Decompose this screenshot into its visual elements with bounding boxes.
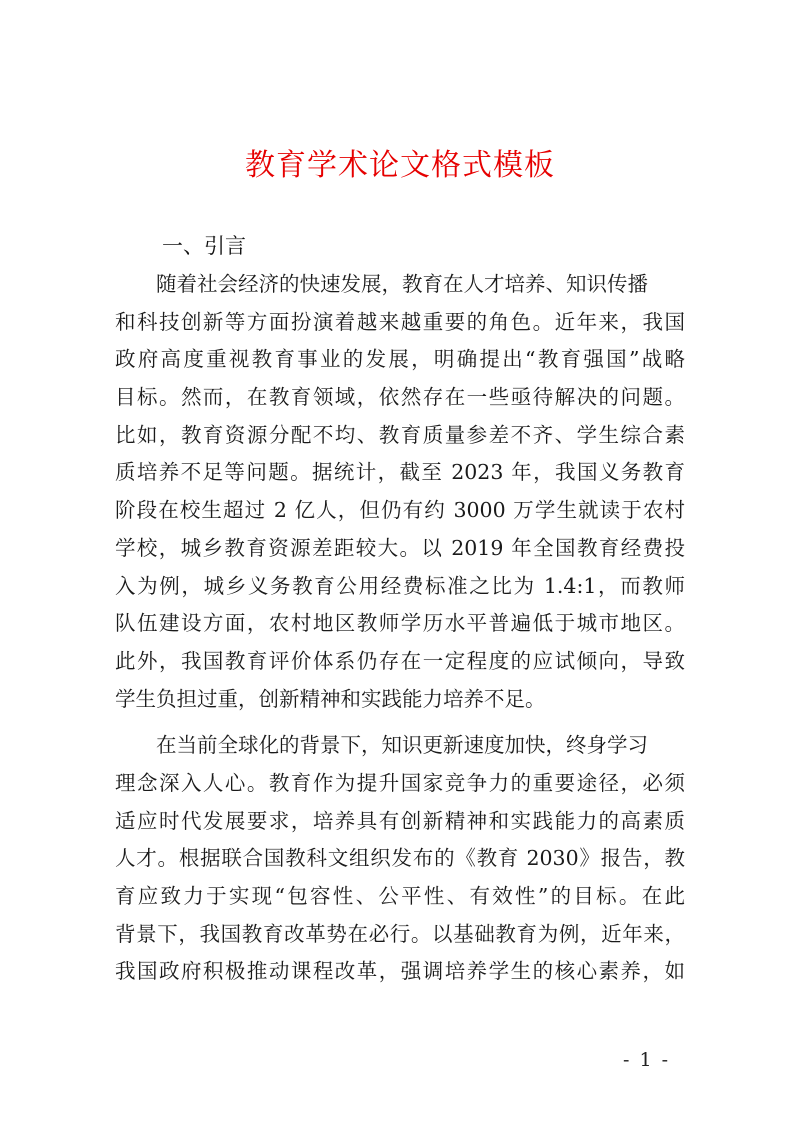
paragraph-line: 和科技创新等方面扮演着越来越重要的角色。近年来，我国 <box>115 309 685 334</box>
paragraph <box>115 727 685 991</box>
paragraph-line: 质培养不足等问题。据统计，截至 2023 年，我国义务教育 <box>115 460 685 485</box>
paragraph <box>115 266 685 718</box>
paragraph-line: 随着社会经济的快速发展，教育在人才培养、知识传播 <box>156 272 648 296</box>
paragraph-line: 育应致力于实现“包容性、公平性、有效性”的目标。在此 <box>115 884 685 908</box>
paragraph-line: 此外，我国教育评价体系仍存在一定程度的应试倾向，导致 <box>115 648 685 673</box>
paragraph-line: 队伍建设方面，农村地区教师学历水平普遍低于城市地区。 <box>115 611 685 636</box>
paragraph-line: 我国政府积极推动课程改革，强调培养学生的核心素养，如 <box>115 959 685 984</box>
paragraph-line: 学生负担过重，创新精神和实践能力培养不足。 <box>115 686 546 711</box>
paragraph-line: 阶段在校生超过 2 亿人，但仍有约 3000 万学生就读于农村 <box>115 498 685 523</box>
section-heading: 一、引言 <box>162 234 246 258</box>
paragraph-line: 人才。根据联合国教科文组织发布的《教育 2030》报告，教 <box>115 846 685 871</box>
document-title: 教育学术论文格式模板 <box>245 148 555 183</box>
paragraph-line: 学校，城乡教育资源差距较大。以 2019 年全国教育经费投 <box>115 535 685 560</box>
paragraph-line: 入为例，城乡义务教育公用经费标准之比为 1.4:1，而教师 <box>115 573 685 598</box>
paragraph-line: 理念深入人心。教育作为提升国家竞争力的重要途径，必须 <box>115 770 685 795</box>
paragraph-line: 政府高度重视教育事业的发展，明确提出“教育强国”战略 <box>115 347 685 372</box>
paragraph-line: 背景下，我国教育改革势在必行。以基础教育为例，近年来， <box>115 921 685 946</box>
paragraph-line: 在当前全球化的背景下，知识更新速度加快，终身学习 <box>156 733 648 758</box>
page-number: - 1 - <box>623 1049 671 1071</box>
paragraph-line: 适应时代发展要求，培养具有创新精神和实践能力的高素质 <box>115 808 685 833</box>
paragraph-line: 比如，教育资源分配不均、教育质量参差不齐、学生综合素 <box>115 422 685 447</box>
paragraph-line: 目标。然而，在教育领域，依然存在一些亟待解决的问题。 <box>115 385 685 410</box>
document-body <box>115 266 685 991</box>
paragraph-gap <box>115 718 685 727</box>
